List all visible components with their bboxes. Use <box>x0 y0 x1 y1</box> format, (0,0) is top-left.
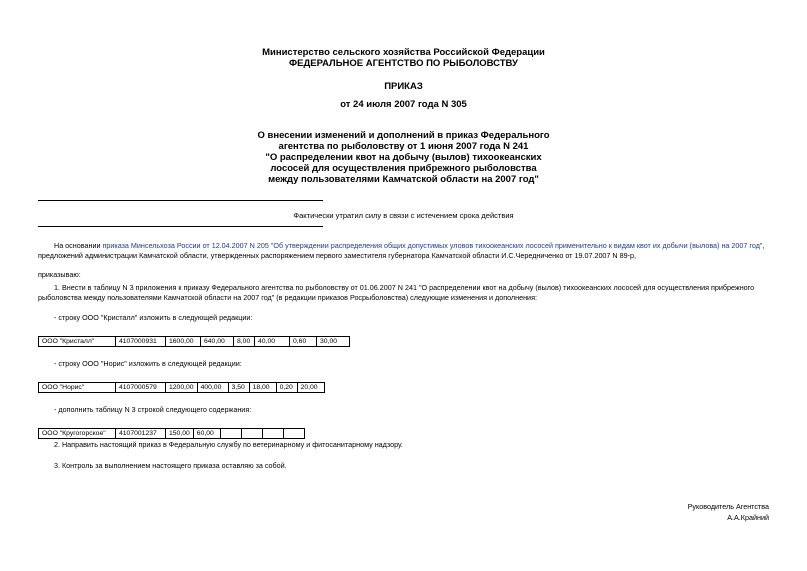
table-cell: ООО "Норис" <box>39 383 116 393</box>
doc-date-number: от 24 июля 2007 года N 305 <box>340 99 467 110</box>
basis-prefix: На основании <box>54 241 103 250</box>
table-cell: 400,00 <box>197 383 228 393</box>
table-cell: 4107000931 <box>116 337 166 347</box>
item-2: 2. Направить настоящий приказ в Федеральную службу по ветеринарному и фитосанитарному надзору. <box>54 440 403 449</box>
table-row <box>39 383 325 393</box>
table-cell: 4107000579 <box>116 383 166 393</box>
table-cell: 640,00 <box>201 337 234 347</box>
ministry-name: Министерство сельского хозяйства Российской Федерации <box>262 47 545 58</box>
table-cell: ООО "Кругогорское" <box>39 429 116 439</box>
table-cell: 4107001237 <box>116 429 166 439</box>
row3-intro: - дополнить таблицу N 3 строкой следующего содержания: <box>54 405 252 414</box>
table-cell: 30,00 <box>317 337 350 347</box>
kristall-row-table <box>38 336 350 347</box>
item-3: 3. Контроль за выполнением настоящего приказа оставляю за собой. <box>54 461 287 470</box>
table-cell: 0,60 <box>290 337 317 347</box>
agency-name: ФЕДЕРАЛЬНОЕ АГЕНТСТВО ПО РЫБОЛОВСТВУ <box>289 58 518 69</box>
item-1-line-2: рыболовства между пользователями Камчатской области на 2007 год" (в редакции приказов Росрыболовства) следующие изменения и дополнения: <box>38 293 537 302</box>
table-cell: 8,00 <box>234 337 255 347</box>
order-word: приказываю: <box>38 270 81 279</box>
divider-top <box>38 200 323 201</box>
row1-intro: - строку ООО "Кристалл" изложить в следующей редакции: <box>54 313 253 322</box>
table-cell <box>262 429 283 439</box>
basis-link[interactable]: приказа Минсельхоза России от 12.04.2007 N 205 "Об утверждении распределения общих допустимых уловов тихоокеанских лососей применительно к видам квот их добычи (вылова) на 2007 год" <box>102 241 763 250</box>
table-cell <box>220 429 241 439</box>
item-1-line-1: 1. Внести в таблицу N 3 приложения к приказу Федерального агентства по рыболовству от 01.06.2007 N 241 "О распределении квот на добычу (вылов) тихоокеанских лососей для осуществления прибрежного <box>54 283 755 292</box>
basis-paragraph <box>38 241 769 261</box>
divider-bottom <box>38 226 323 227</box>
table-cell: 60,00 <box>193 429 220 439</box>
table-cell: ООО "Кристалл" <box>39 337 116 347</box>
table-cell: 18,00 <box>249 383 276 393</box>
title-line: лососей для осуществления прибрежного рыболовства <box>270 163 537 174</box>
table-cell: 150,00 <box>166 429 194 439</box>
table-cell: 1200,00 <box>166 383 198 393</box>
table-cell: 1600,00 <box>166 337 201 347</box>
title-line: "О распределении квот на добычу (вылов) тихоокеанских <box>265 152 542 163</box>
table-cell: 3,50 <box>228 383 249 393</box>
table-row <box>39 429 305 439</box>
krugogorskoe-row-table <box>38 428 305 439</box>
noris-row-table <box>38 382 325 393</box>
table-cell <box>283 429 304 439</box>
basis-suffix: , предложений администрации Камчатской области, утвержденных распоряжением первого заместителя губернатора Камчатской области И.С.Чередниченко от 19.07.2007 N 89-р, <box>38 241 765 260</box>
doc-type: ПРИКАЗ <box>384 81 423 92</box>
row2-intro: - строку ООО "Норис" изложить в следующей редакции: <box>54 359 242 368</box>
signature-name: А.А.Крайний <box>727 513 769 522</box>
signature-position: Руководитель Агентства <box>687 502 769 511</box>
title-line: агентства по рыболовству от 1 июня 2007 года N 241 <box>278 141 529 152</box>
table-cell: 0,20 <box>276 383 297 393</box>
table-row <box>39 337 350 347</box>
title-line: между пользователями Камчатской области на 2007 год" <box>268 174 539 185</box>
table-cell: 40,00 <box>255 337 290 347</box>
table-cell <box>241 429 262 439</box>
table-cell: 20,00 <box>297 383 324 393</box>
title-line: О внесении изменений и дополнений в приказ Федерального <box>257 130 550 141</box>
status-note: Фактически утратил силу в связи с истечением срока действия <box>293 211 514 220</box>
